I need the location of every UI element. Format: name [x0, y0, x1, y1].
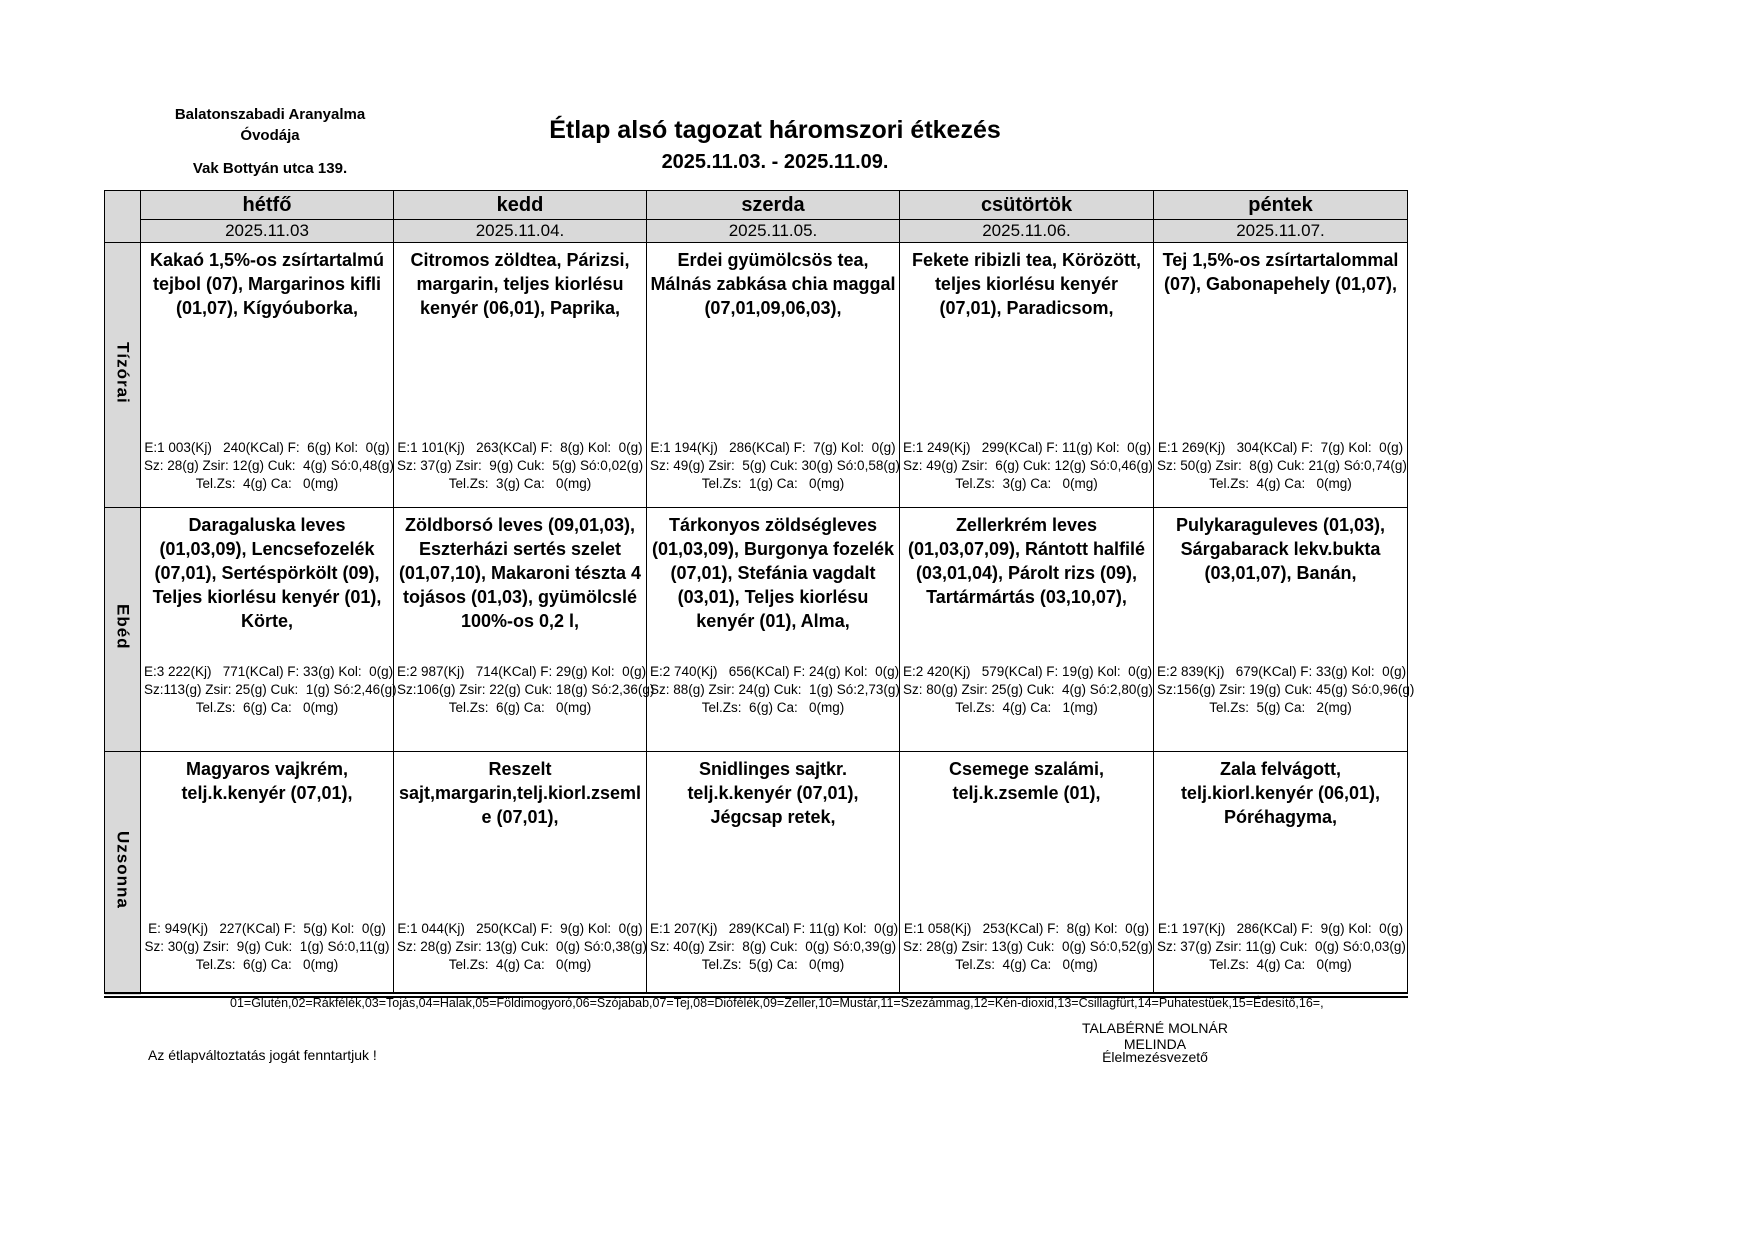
nutrition-line-macros: Sz: 40(g) Zsir: 8(g) Cuk: 0(g) Só:0,39(g): [650, 939, 897, 954]
date-monday: 2025.11.03: [141, 220, 394, 243]
menu-cell-uzsonna-friday: [1154, 752, 1408, 996]
nutrition-line-macros: Sz: 37(g) Zsir: 9(g) Cuk: 5(g) Só:0,02(g): [397, 458, 644, 473]
nutrition-line-macros: Sz:106(g) Zsir: 22(g) Cuk: 18(g) Só:2,36(g): [397, 682, 655, 697]
nutrition-info: [144, 663, 397, 717]
meal-label-tizorai: [105, 243, 141, 508]
menu-cell-ebed-friday: [1154, 508, 1415, 752]
menu-cell-tizorai-monday: [141, 243, 394, 508]
nutrition-line-macros: Sz: 49(g) Zsir: 6(g) Cuk: 12(g) Só:0,46(g): [903, 458, 1153, 473]
nutrition-line-energy: E:1 249(Kj) 299(KCal) F: 11(g) Kol: 0(g): [903, 440, 1152, 455]
meal-row-uzsonna: [105, 752, 1408, 996]
menu-cell-tizorai-tuesday: [394, 243, 647, 508]
nutrition-line-macros: Sz: 80(g) Zsir: 25(g) Cuk: 4(g) Só:2,80(g): [903, 682, 1153, 697]
day-header-wednesday: szerda: [647, 191, 900, 220]
menu-text: Erdei gyümölcsös tea, Málnás zabkása chia maggal (07,01,09,06,03),: [650, 250, 896, 318]
nutrition-line-energy: E:1 003(Kj) 240(KCal) F: 6(g) Kol: 0(g): [144, 440, 390, 455]
day-header-tuesday: kedd: [394, 191, 647, 220]
menu-cell-ebed-wednesday: [647, 508, 900, 752]
nutrition-info: [397, 439, 643, 493]
nutrition-info: [144, 439, 394, 493]
menu-text: Zöldborsó leves (09,01,03), Eszterházi sertés szelet (01,07,10), Makaroni tészta 4 tojásos (01,03), gyümölcslé 100%-os 0,2 l,: [398, 515, 642, 631]
nutrition-line-satfat: Tel.Zs: 5(g) Ca: 2(mg): [1209, 700, 1352, 715]
nutrition-info: [1157, 439, 1407, 493]
nutrition-line-energy: E:2 987(Kj) 714(KCal) F: 29(g) Kol: 0(g): [397, 664, 647, 679]
menu-cell-uzsonna-wednesday: [647, 752, 900, 996]
menu-cell-ebed-tuesday: [394, 508, 655, 752]
meal-label-uzsonna: [105, 752, 141, 996]
menu-cell-tizorai-friday: [1154, 243, 1408, 508]
nutrition-line-energy: E:1 058(Kj) 253(KCal) F: 8(g) Kol: 0(g): [903, 921, 1150, 936]
page-title: Étlap alsó tagozat háromszori étkezés: [549, 116, 1001, 144]
date-header-row: [105, 220, 1408, 243]
menu-text: Citromos zöldtea, Párizsi, margarin, teljes kiorlésu kenyér (06,01), Paprika,: [410, 250, 630, 318]
nutrition-line-satfat: Tel.Zs: 6(g) Ca: 0(mg): [448, 700, 592, 715]
menu-cell-tizorai-thursday: [900, 243, 1154, 508]
date-thursday: 2025.11.06.: [900, 220, 1154, 243]
allergen-legend: 01=Glutén,02=Rákfélék,03=Tojás,04=Halak,05=Földimogyoró,06=Szójabab,07=Tej,08=Diófélék,09=Zeller,10=Mustár,11=Szezámmag,12=Kén-dioxid,13=Csillagfürt,14=Puhatestüek,15=Édesítő,16=,: [230, 996, 1324, 1010]
meal-row-ebed: [105, 508, 1408, 752]
nutrition-info: [903, 920, 1153, 974]
meal-row-tizorai: [105, 243, 1408, 508]
nutrition-line-macros: Sz:113(g) Zsir: 25(g) Cuk: 1(g) Só:2,46(g): [144, 682, 397, 697]
menu-cell-uzsonna-tuesday: [394, 752, 647, 996]
day-header-thursday: csütörtök: [900, 191, 1154, 220]
day-header-monday: hétfő: [141, 191, 394, 220]
nutrition-info: [650, 439, 900, 493]
menu-text: Tárkonyos zöldségleves (01,03,09), Burgonya fozelék (07,01), Stefánia vagdalt (03,01), Teljes kiorlésu kenyér (01), Alma,: [651, 515, 895, 631]
nutrition-line-satfat: Tel.Zs: 4(g) Ca: 1(mg): [955, 700, 1098, 715]
nutrition-line-satfat: Tel.Zs: 3(g) Ca: 0(mg): [448, 476, 592, 491]
nutrition-line-satfat: Tel.Zs: 3(g) Ca: 0(mg): [955, 476, 1098, 491]
day-header-friday: péntek: [1154, 191, 1408, 220]
nutrition-line-satfat: Tel.Zs: 4(g) Ca: 0(mg): [195, 476, 339, 491]
nutrition-info: [1157, 920, 1404, 974]
menu-table: [104, 190, 1415, 998]
organization-address: Vak Bottyán utca 139.: [192, 160, 348, 177]
meal-label-text: Uzsonna: [113, 830, 133, 909]
nutrition-info: [144, 920, 390, 974]
nutrition-line-energy: E:2 740(Kj) 656(KCal) F: 24(g) Kol: 0(g): [650, 664, 900, 679]
menu-text: Zala felvágott, telj.kiorl.kenyér (06,01), Póréhagyma,: [1180, 759, 1381, 827]
meal-label-ebed: [105, 508, 141, 752]
date-tuesday: 2025.11.04.: [394, 220, 647, 243]
signature-role: Élelmezésvezető: [1102, 1049, 1208, 1065]
nutrition-line-macros: Sz: 88(g) Zsir: 24(g) Cuk: 1(g) Só:2,73(g): [650, 682, 900, 697]
nutrition-line-energy: E:1 197(Kj) 286(KCal) F: 9(g) Kol: 0(g): [1157, 921, 1404, 936]
nutrition-line-macros: Sz: 28(g) Zsir: 13(g) Cuk: 0(g) Só:0,52(g): [903, 939, 1153, 954]
organization-name-line2: Óvodája: [240, 127, 300, 144]
nutrition-info: [903, 663, 1153, 717]
nutrition-line-satfat: Tel.Zs: 6(g) Ca: 0(mg): [195, 957, 339, 972]
nutrition-info: [1157, 663, 1415, 717]
nutrition-line-energy: E: 949(Kj) 227(KCal) F: 5(g) Kol: 0(g): [148, 921, 386, 936]
nutrition-line-satfat: Tel.Zs: 4(g) Ca: 0(mg): [1209, 476, 1352, 491]
nutrition-line-satfat: Tel.Zs: 4(g) Ca: 0(mg): [1209, 957, 1352, 972]
nutrition-line-energy: E:1 269(Kj) 304(KCal) F: 7(g) Kol: 0(g): [1157, 440, 1404, 455]
date-wednesday: 2025.11.05.: [647, 220, 900, 243]
menu-text: Kakaó 1,5%-os zsírtartalmú tejbol (07), Margarinos kifli (01,07), Kígyóuborka,: [149, 250, 385, 318]
corner-cell: [105, 191, 141, 243]
nutrition-line-energy: E:1 044(Kj) 250(KCal) F: 9(g) Kol: 0(g): [397, 921, 643, 936]
nutrition-line-macros: Sz: 28(g) Zsir: 13(g) Cuk: 0(g) Só:0,38(g): [397, 939, 647, 954]
day-header-row: [105, 191, 1408, 220]
nutrition-line-satfat: Tel.Zs: 6(g) Ca: 0(mg): [195, 700, 339, 715]
meal-label-text: Ebéd: [113, 604, 133, 650]
nutrition-line-energy: E:2 839(Kj) 679(KCal) F: 33(g) Kol: 0(g): [1157, 664, 1407, 679]
nutrition-line-macros: Sz:156(g) Zsir: 19(g) Cuk: 45(g) Só:0,96(g): [1157, 682, 1415, 697]
menu-text: Magyaros vajkrém, telj.k.kenyér (07,01),: [181, 759, 353, 803]
menu-cell-uzsonna-monday: [141, 752, 394, 996]
nutrition-info: [397, 920, 647, 974]
nutrition-line-macros: Sz: 50(g) Zsir: 8(g) Cuk: 21(g) Só:0,74(g): [1157, 458, 1407, 473]
menu-cell-tizorai-wednesday: [647, 243, 900, 508]
nutrition-line-energy: E:2 420(Kj) 579(KCal) F: 19(g) Kol: 0(g): [903, 664, 1153, 679]
nutrition-line-energy: E:1 194(Kj) 286(KCal) F: 7(g) Kol: 0(g): [650, 440, 896, 455]
menu-text: Fekete ribizli tea, Körözött, teljes kiorlésu kenyér (07,01), Paradicsom,: [911, 250, 1142, 318]
organization-block: [140, 104, 400, 179]
nutrition-line-macros: Sz: 49(g) Zsir: 5(g) Cuk: 30(g) Só:0,58(g): [650, 458, 900, 473]
date-range: 2025.11.03. - 2025.11.09.: [661, 151, 889, 173]
nutrition-line-satfat: Tel.Zs: 5(g) Ca: 0(mg): [701, 957, 845, 972]
nutrition-line-satfat: Tel.Zs: 4(g) Ca: 0(mg): [448, 957, 592, 972]
menu-cell-uzsonna-thursday: [900, 752, 1154, 996]
organization-name-line1: Balatonszabadi Aranyalma: [174, 106, 366, 123]
nutrition-info: [650, 920, 899, 974]
nutrition-line-satfat: Tel.Zs: 6(g) Ca: 0(mg): [701, 700, 845, 715]
menu-text: Tej 1,5%-os zsírtartalommal (07), Gabonapehely (01,07),: [1162, 250, 1399, 294]
nutrition-line-macros: Sz: 30(g) Zsir: 9(g) Cuk: 1(g) Só:0,11(g): [144, 939, 390, 954]
nutrition-info: [903, 439, 1153, 493]
date-friday: 2025.11.07.: [1154, 220, 1408, 243]
meal-label-text: Tízórai: [113, 341, 133, 404]
menu-cell-ebed-monday: [141, 508, 397, 752]
menu-text: Csemege szalámi, telj.k.zsemle (01),: [948, 759, 1105, 803]
signature-name: TALABÉRNÉ MOLNÁR MELINDA: [1082, 1020, 1228, 1052]
menu-cell-ebed-thursday: [900, 508, 1154, 752]
menu-text: Snidlinges sajtkr. telj.k.kenyér (07,01), Jégcsap retek,: [687, 759, 859, 827]
nutrition-line-energy: E:1 101(Kj) 263(KCal) F: 8(g) Kol: 0(g): [397, 440, 643, 455]
nutrition-line-energy: E:1 207(Kj) 289(KCal) F: 11(g) Kol: 0(g): [650, 921, 899, 936]
disclaimer-text: Az étlapváltoztatás jogát fenntartjuk !: [148, 1047, 377, 1063]
menu-text: Reszelt sajt,margarin,telj.kiorl.zsemle (07,01),: [398, 759, 642, 827]
menu-text: Zellerkrém leves (01,03,07,09), Rántott halfilé (03,01,04), Párolt rizs (09), Tartármártás (03,10,07),: [907, 515, 1146, 607]
title-block: [430, 116, 1120, 174]
nutrition-info: [397, 663, 655, 717]
nutrition-line-energy: E:3 222(Kj) 771(KCal) F: 33(g) Kol: 0(g): [144, 664, 394, 679]
menu-text: Daragaluska leves (01,03,09), Lencsefozelék (07,01), Sertéspörkölt (09), Teljes kiorlésu kenyér (01), Körte,: [152, 515, 382, 631]
nutrition-line-satfat: Tel.Zs: 1(g) Ca: 0(mg): [701, 476, 845, 491]
nutrition-line-macros: Sz: 28(g) Zsir: 12(g) Cuk: 4(g) Só:0,48(g): [144, 458, 394, 473]
nutrition-info: [650, 663, 900, 717]
nutrition-line-macros: Sz: 37(g) Zsir: 11(g) Cuk: 0(g) Só:0,03(g): [1157, 939, 1406, 954]
nutrition-line-satfat: Tel.Zs: 4(g) Ca: 0(mg): [955, 957, 1098, 972]
menu-text: Pulykaraguleves (01,03), Sárgabarack lekv.bukta (03,01,07), Banán,: [1175, 515, 1386, 583]
